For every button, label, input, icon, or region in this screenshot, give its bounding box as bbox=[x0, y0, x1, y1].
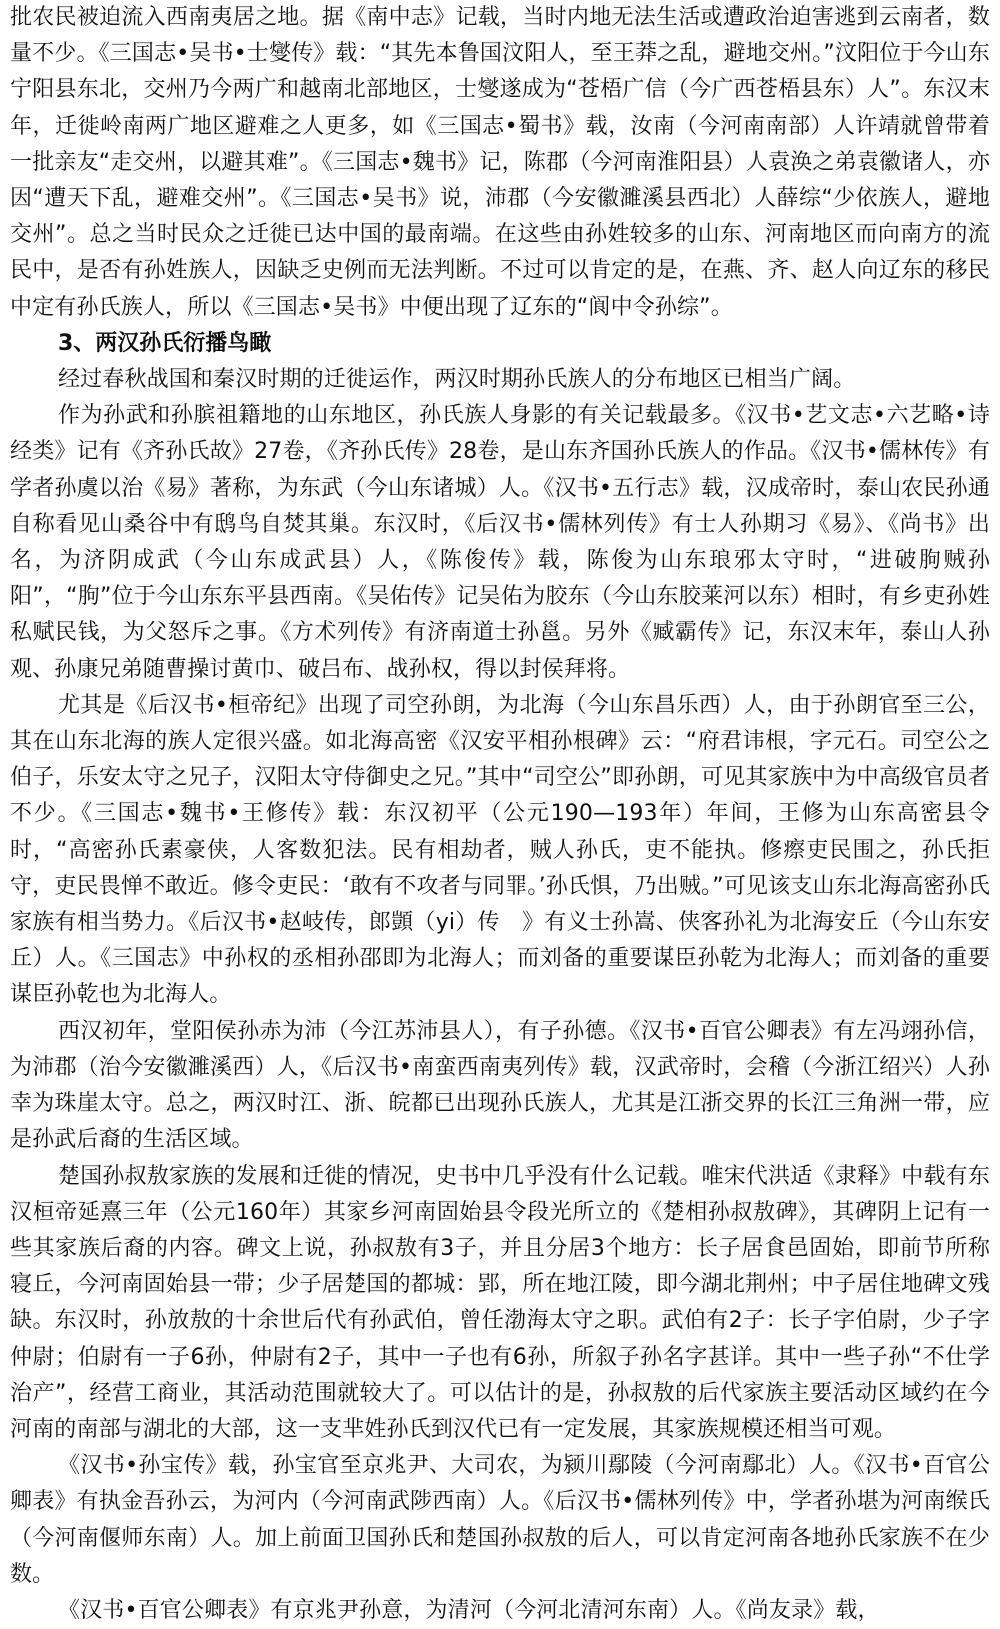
paragraph-4: 尤其是《后汉书•桓帝纪》出现了司空孙朗，为北海（今山东昌乐西）人，由于孙朗官至三公，其在山东北海的族人定很兴盛。如北海高密《汉安平相孙根碑》云：“府君讳根，字元石。司空公之伯子，乐安太守之兄子，汉阳太守侍御史之兄。”其中“司空公”即孙朗，可见其家族中为中高级官员者不少。《三国志•魏书•王修传》载：东汉初平（公元190—193年）年间，王修为山东高密县令时，“高密孙氏素豪侠，人客数犯法。民有相劫者，贼人孙氏，吏不能执。修瘵吏民围之，孙氏拒守，吏民畏惮不敢近。修令吏民：‘敢有不攻者与同罪。’孙氏惧，乃出贼。”可见该支山东北海高密孙氏家族有相当势力。《后汉书•赵岐传，郎顗（yi）传 》有义士孙嵩、侠客孙礼为北海安丘（今山东安丘）人。《三国志》中孙权的丞相孙邵即为北海人；而刘备的重要谋臣孙乾为北海人；而刘备的重要谋臣孙乾也为北海人。 bbox=[10, 692, 990, 1008]
paragraph-6: 楚国孙叔敖家族的发展和迁徙的情况，史书中几乎没有什么记载。唯宋代洪适《隶释》中载有东汉桓帝延熹三年（公元160年）其家乡河南固始县令段光所立的《楚相孙叔敖碑》，其碑阴上记有一些其家族后裔的内容。碑文上说，孙叔敖有3子，并且分居3个地方：长子居食邑固始，即前节所称寝丘，今河南固始县一带；少子居楚国的都城：郢，所在地江陵，即今湖北荆州；中子居住地碑文残缺。东汉时，孙放敖的十余世后代有孙武伯，曾任渤海太守之职。武伯有2子：长子字伯尉，少子字仲尉；伯尉有一子6孙，仲尉有2子，其中一子也有6孙，所叙子孙名字甚详。其中一些子孙“不仕学治产”，经营工商业，其活动范围就较大了。可以估计的是，孙叔敖的后代家族主要活动区域约在今河南的南部与湖北的大部，这一支芈姓孙氏到汉代已有一定发展，其家族规模还相当可观。 bbox=[10, 1163, 990, 1442]
document-page bbox=[10, 0, 990, 1623]
paragraph-1: 批农民被迫流入西南夷居之地。据《南中志》记载，当时内地无法生活或遭政治迫害逃到云南者，数量不少。《三国志•吴书•士燮传》载：“其先本鲁国汶阳人，至王莽之乱，避地交州。”汶阳位于今山东宁阳县东北，交州乃今两广和越南北部地区，士燮遂成为“苍梧广信（今广西苍梧县东）人”。东汉末年，迁徙岭南两广地区避难之人更多，如《三国志•蜀书》载，汝南（今河南南部）人许靖就曾带着一批亲友“走交州，以避其难”。《三国志•魏书》记，陈郡（今河南淮阳县）人袁涣之弟袁徽诸人，亦因“遭天下乱，避难交州”。《三国志•吴书》说，沛郡（今安徽濉溪县西北）人薛综“少依族人，避地交州”。总之当时民众之迁徙已达中国的最南端。在这些由孙姓较多的山东、河南地区而向南方的流民中，是否有孙姓族人，因缺乏史例而无法判断。不过可以肯定的是，在燕、齐、赵人向辽东的移民中定有孙氏族人，所以《三国志•吴书》中便出现了辽东的“阆中令孙综”。 bbox=[10, 5, 990, 320]
section-heading: 3、两汉孙氏衍播鸟瞰 bbox=[58, 330, 272, 356]
paragraph-5: 西汉初年，堂阳侯孙赤为沛（今江苏沛县人），有子孙德。《汉书•百官公卿表》有左冯翊孙信，为沛郡（治今安徽濉溪西）人，《后汉书•南蛮西南夷列传》载，汉武帝时，会稽（今浙江绍兴）人孙幸为珠崖太守。总之，两汉时江、浙、皖都已出现孙氏族人，尤其是江浙交界的长江三角洲一带，应是孙武后裔的生活区域。 bbox=[10, 1018, 990, 1153]
paragraph-7: 《汉书•孙宝传》载，孙宝官至京兆尹、大司农，为颍川鄢陵（今河南鄢北）人。《汉书•百官公卿表》有执金吾孙云，为河内（今河南武陟西南）人。《后汉书•儒林列传》中，学者孙堪为河南缑氏（今河南偃师东南）人。加上前面卫国孙氏和楚国孙叔敖的后人，可以肯定河南各地孙氏家族不在少数。 bbox=[10, 1453, 990, 1587]
paragraph-2: 经过春秋战国和秦汉时期的迁徙运作，两汉时期孙氏族人的分布地区已相当广阔。 bbox=[58, 367, 856, 393]
paragraph-3: 作为孙武和孙膑祖籍地的山东地区，孙氏族人身影的有关记载最多。《汉书•艺文志•六艺略•诗经类》记有《齐孙氏故》27卷，《齐孙氏传》28卷，是山东齐国孙氏族人的作品。《汉书•儒林传》有学者孙虞以治《易》著称，为东武（今山东诸城）人。《汉书•五行志》载，汉成帝时，泰山农民孙通自称看见山桑谷中有鸱鸟自焚其巢。东汉时，《后汉书•儒林列传》有士人孙期习《易》、《尚书》出名，为济阴成武（今山东成武县）人，《陈俊传》载，陈俊为山东琅邪太守时，“进破朐贼孙阳”，“朐”位于今山东东平县西南。《吴佑传》记吴佑为胶东（今山东胶莱河以东）相时，有乡吏孙姓私赋民钱，为父怒斥之事。《方术列传》有济南道士孙邕。另外《臧霸传》记，东汉末年，泰山人孙观、孙康兄弟随曹操讨黄巾、破吕布、战孙权，得以封侯拜将。 bbox=[10, 403, 990, 682]
paragraph-8: 《汉书•百官公卿表》有京兆尹孙意，为清河（今河北清河东南）人。《尚友录》载， bbox=[58, 1597, 880, 1623]
